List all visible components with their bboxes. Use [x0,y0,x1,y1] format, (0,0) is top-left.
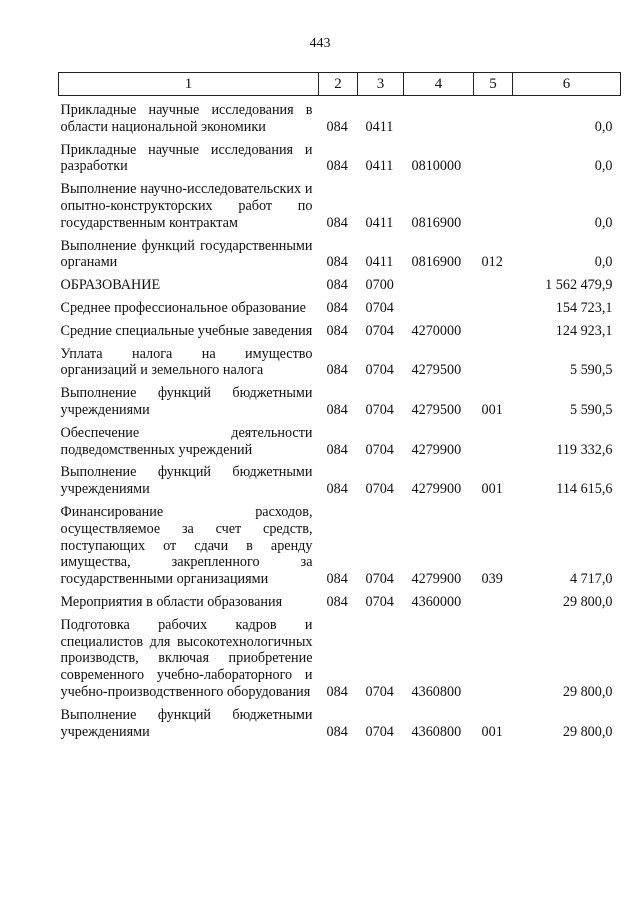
row-amount: 5 590,5 [569,362,613,379]
row-ministry-code: 084 [326,277,348,294]
row-ministry-code: 084 [326,214,348,231]
row-section-code: 0704 [365,723,394,740]
row-expense-type [474,175,513,231]
row-amount: 0,0 [594,254,613,271]
row-ministry-code: 084 [326,723,348,740]
row-section-code: 0411 [365,254,394,271]
row-ministry-code: 084 [326,481,348,498]
row-section-code: 0411 [365,214,394,231]
row-amount: 0,0 [594,214,613,231]
row-expense-type: 001 [481,723,503,740]
row-section-code: 0704 [365,362,394,379]
row-expense-type [474,588,513,611]
row-name: Выполнение функций государственными органами [60,237,313,271]
row-amount: 4 717,0 [569,571,613,588]
header-row [59,73,621,96]
row-name: Прикладные научные исследования и разработки [60,141,313,175]
row-target-code [404,294,474,317]
table-row [59,317,621,340]
row-amount: 124 923,1 [555,322,613,339]
row-target-code: 4279500 [411,362,462,379]
row-target-code [404,96,474,136]
row-name: Выполнение функций бюджетными учреждениями [60,464,313,498]
row-section-code: 0704 [365,401,394,418]
row-ministry-code: 084 [326,571,348,588]
row-ministry-code: 084 [326,593,348,610]
row-ministry-code: 084 [326,322,348,339]
row-expense-type [474,271,513,294]
table-row [59,498,621,588]
row-amount: 29 800,0 [562,683,613,700]
row-target-code: 4279500 [411,401,462,418]
row-amount: 0,0 [594,158,613,175]
row-target-code: 4360800 [411,683,462,700]
row-amount: 1 562 479,9 [545,277,613,294]
row-name: Уплата налога на имущество организаций и земельного налога [60,345,313,379]
page-number: 443 [309,36,331,51]
header-col-5: 5 [474,73,513,96]
row-target-code: 4279900 [411,481,462,498]
table-row [59,588,621,611]
row-ministry-code: 084 [326,254,348,271]
row-section-code: 0704 [365,299,394,316]
table-row [59,271,621,294]
table-row [59,136,621,176]
table-row [59,419,621,459]
row-ministry-code: 084 [326,362,348,379]
table-row [59,701,621,741]
row-ministry-code: 084 [326,299,348,316]
row-expense-type [474,340,513,380]
row-expense-type: 012 [481,254,503,271]
row-name: Выполнение научно-исследовательских и опытно-конструкторских работ по государственным контрактам [60,181,313,231]
row-section-code: 0411 [365,158,394,175]
row-ministry-code: 084 [326,401,348,418]
header-col-4: 4 [404,73,474,96]
budget-table [58,72,621,740]
row-section-code: 0704 [365,441,394,458]
row-section-code: 0704 [365,481,394,498]
row-target-code: 4279900 [411,441,462,458]
row-section-code: 0704 [365,571,394,588]
row-expense-type [474,611,513,701]
row-target-code: 0810000 [411,158,462,175]
row-ministry-code: 084 [326,158,348,175]
header-col-1: 1 [59,73,319,96]
row-name: Обеспечение деятельности подведомственных учреждений [60,424,313,458]
row-section-code: 0704 [365,322,394,339]
row-target-code [404,271,474,294]
row-expense-type [474,136,513,176]
row-target-code: 0816900 [411,254,462,271]
row-name: Мероприятия в области образования [60,593,283,610]
row-amount: 0,0 [594,118,613,135]
row-ministry-code: 084 [326,683,348,700]
table-row [59,611,621,701]
table-row [59,232,621,272]
row-name: Финансирование расходов, осуществляемое за счет средств, поступающих от сдачи в аренду имущества, закрепленного за государственными организациями [60,503,313,588]
row-amount: 114 615,6 [556,481,613,498]
table-row [59,175,621,231]
row-ministry-code: 084 [326,118,348,135]
row-name: Среднее профессиональное образование [60,299,306,316]
row-name: ОБРАЗОВАНИЕ [60,277,161,294]
header-col-6: 6 [513,73,621,96]
row-target-code: 4360000 [411,593,462,610]
table-row [59,340,621,380]
table-row [59,458,621,498]
row-amount: 119 332,6 [556,441,613,458]
row-amount: 29 800,0 [562,593,613,610]
row-section-code: 0411 [365,118,394,135]
row-target-code: 0816900 [411,214,462,231]
row-amount: 29 800,0 [562,723,613,740]
row-name: Средние специальные учебные заведения [60,322,313,339]
row-expense-type [474,96,513,136]
row-expense-type [474,294,513,317]
table-row [59,294,621,317]
header-col-2: 2 [319,73,358,96]
row-section-code: 0704 [365,593,394,610]
row-target-code: 4360800 [411,723,462,740]
row-expense-type: 001 [481,401,503,418]
row-expense-type [474,419,513,459]
row-name: Подготовка рабочих кадров и специалистов для высокотехнологичных производств, включая приобретение современного учебно-лабораторного и учебно-производственного оборудования [60,616,313,700]
row-section-code: 0700 [365,277,394,294]
row-section-code: 0704 [365,683,394,700]
row-amount: 154 723,1 [555,299,613,316]
row-name: Выполнение функций бюджетными учреждениями [60,706,313,740]
row-expense-type [474,317,513,340]
row-name: Выполнение функций бюджетными учреждениями [60,385,313,418]
row-target-code: 4279900 [411,571,462,588]
table-row [59,96,621,136]
row-amount: 5 590,5 [569,401,613,418]
header-col-3: 3 [358,73,404,96]
row-target-code: 4270000 [411,322,462,339]
row-expense-type: 039 [481,571,503,588]
table-row [59,379,621,419]
row-expense-type: 001 [481,481,503,498]
row-ministry-code: 084 [326,441,348,458]
row-name: Прикладные научные исследования в области национальной экономики [60,102,313,135]
